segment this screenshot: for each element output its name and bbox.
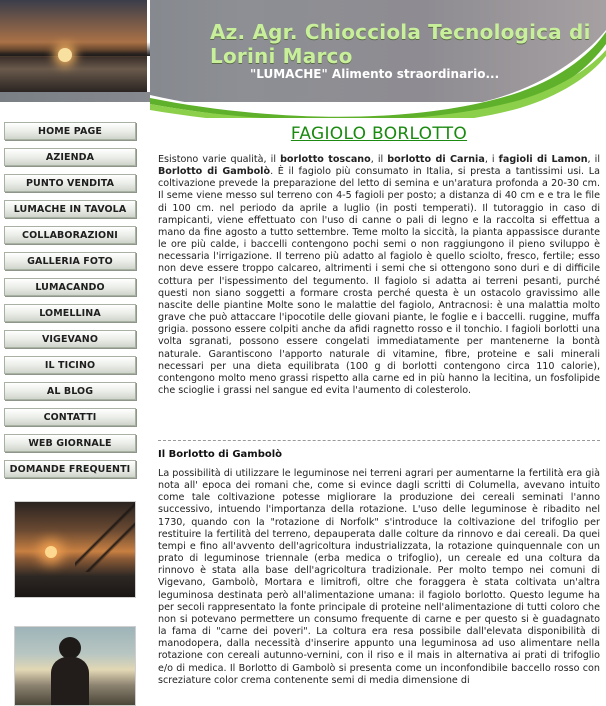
nav-lomellina[interactable]: LOMELLINA [4, 304, 136, 322]
highlight-borlotto-gambolo: Borlotto di Gambolò [158, 166, 271, 178]
nav-collaborazioni[interactable]: COLLABORAZIONI [4, 226, 136, 244]
site-title: Az. Agr. Chiocciola Tecnologica di Lorini Marco [210, 20, 591, 68]
nav-al-blog[interactable]: AL BLOG [4, 382, 136, 400]
nav-contatti[interactable]: CONTATTI [4, 408, 136, 426]
site-subtitle: "LUMACHE" Alimento straordinario... [250, 67, 500, 81]
nav-lumache-in-tavola[interactable]: LUMACHE IN TAVOLA [4, 200, 136, 218]
nav-azienda[interactable]: AZIENDA [4, 148, 136, 166]
nav-galleria-foto[interactable]: GALLERIA FOTO [4, 252, 136, 270]
highlight-borlotto-toscano: borlotto toscano [280, 154, 371, 165]
page-title: FAGIOLO BORLOTTO [290, 124, 468, 144]
section-heading: Il Borlotto di Gambolò [158, 449, 283, 460]
section-paragraph: La possibilità di utilizzare le leguminose nei terreni agrari per aumentarne la fertilità era già nota all' epoca dei romani che, come si evince dagli scritti di Columella, avevano intuito come tale coltivazione potesse migliorare la produzione dei cereali seminati l'anno successivo, intuendo l'importanza della rotazione. L'uso delle leguminose è ribadito nel 1730, quando con la "rotazione di Norfolk" s'introduce la coltivazione del trifoglio per restituire la fertilità del terreno, depauperata dalle colture da rinnovo e dai cereali. Da quei tempi e fino all'avvento dell'agricoltura industrializzata, la rotazione quinquennale con un prato di leguminose triennale (erba medica o trifoglio), un cereale ed una coltura da rinnovo è stata alla base dell'agricoltura tradizionale. Per molto tempo nei comuni di Vigevano, Gambolò, Mortara e limitrofi, oltre che foraggera è stata coltivata un'altra leguminosa destinata però all'alimentazione umana: il fagiolo borlotto. Questo legume ha per secoli rappresentato la fonte principale di proteine nell'alimentazione di tutti coloro che non si potevano permettere un consumo frequente di carne e per questo si è guadagnato la fama di "carne dei poveri". La coltura era resa possibile dall'elevata disponibilità di manodopera, dalla necessità d'inserire appunto una leguminosa ad uso alimentare nella rotazione con cereali autunno-vernini, con il riso e il mais in alternativa ai prati di trifoglio e/o di medica. Il Borlotto di Gambolò si presenta come un inconfondibile baccello rosso con screziature color crema contenente semi di media dimensione di [158, 468, 600, 686]
nav-il-ticino[interactable]: IL TICINO [4, 356, 136, 374]
section-divider [158, 440, 600, 441]
highlight-fagioli-lamon: fagioli di Lamon [498, 154, 588, 165]
intro-paragraph: Esistono varie qualità, il borlotto toscano, il borlotto di Carnia, i fagioli di Lamon, il Borlotto di Gambolò. È il fagiolo più consumato in Italia, si presta a tantissimi usi. La coltivazione prevede la preparazione del letto di semina e un'aratura profonda a 20-30 cm. Il seme viene messo sul terreno con 4-5 fagioli per posto; a distanza di 40 cm e e tra le file di 100 cm. nel periodo da aprile a luglio (in posti temperati). Il tutoraggio in caso di rampicanti, viene effettuato con l'uso di canne o pali di legno e la raccolta si effettua a mano da fine agosto a tutto settembre. Teme molto la siccità, la pianta appassisce durante le ore più calde, i baccelli contengono pochi semi o non raggiungono il pieno sviluppo è necessaria l'irrigazione. Il terreno più adatto al fagiolo è quello sciolto, fresco, fertile; esso non deve essere troppo calcareo, altrimenti i semi che si ottengono sono duri e di difficile cottura per l'ispessimento del tegumento. Il fagiolo si adatta ai terreni pesanti, purché questi non siano soggetti a formare crosta perché questa è un ostacolo gravissimo alle nascite delle piantine Molte sono le malattie del fagiolo, Antracnosi: è una malattia molto grave che può attaccare l'ipocotile delle giovani piante, le foglie e i baccelli. ruggine, muffa grigia. possono essere colpiti anche da afidi ragnetto rosso e il tonchio. I fagioli borlotti una volta sgranati, possono essere congelati immediatamente per mantenerne la bontà naturale. Garantiscono l'apporto naturale di vitamine, fibre, proteine e sali minerali necessari per una dieta equilibrata (100 g di borlotti contengono circa 110 calorie), contengono molto meno grassi rispetto alla carne ed in più hanno la lecitina, un fosfolipide che scioglie i grassi nel sangue ed evita l'aumento di colesterolo. [158, 154, 600, 396]
nav-home-page[interactable]: HOME PAGE [4, 122, 136, 140]
nav-vigevano[interactable]: VIGEVANO [4, 330, 136, 348]
nav-web-giornale[interactable]: WEB GIORNALE [4, 434, 136, 452]
nav-lumacando[interactable]: LUMACANDO [4, 278, 136, 296]
nav-punto-vendita[interactable]: PUNTO VENDITA [4, 174, 136, 192]
header-sunset-photo [0, 0, 150, 92]
sidebar-sunset-photo [14, 501, 136, 598]
nav-domande-frequenti[interactable]: DOMANDE FREQUENTI [4, 460, 136, 478]
highlight-borlotto-carnia: borlotto di Carnia [387, 154, 485, 165]
sidebar-person-photo [14, 626, 136, 706]
main-content [158, 118, 600, 700]
sidebar-nav [0, 118, 150, 700]
site-header [0, 0, 606, 118]
